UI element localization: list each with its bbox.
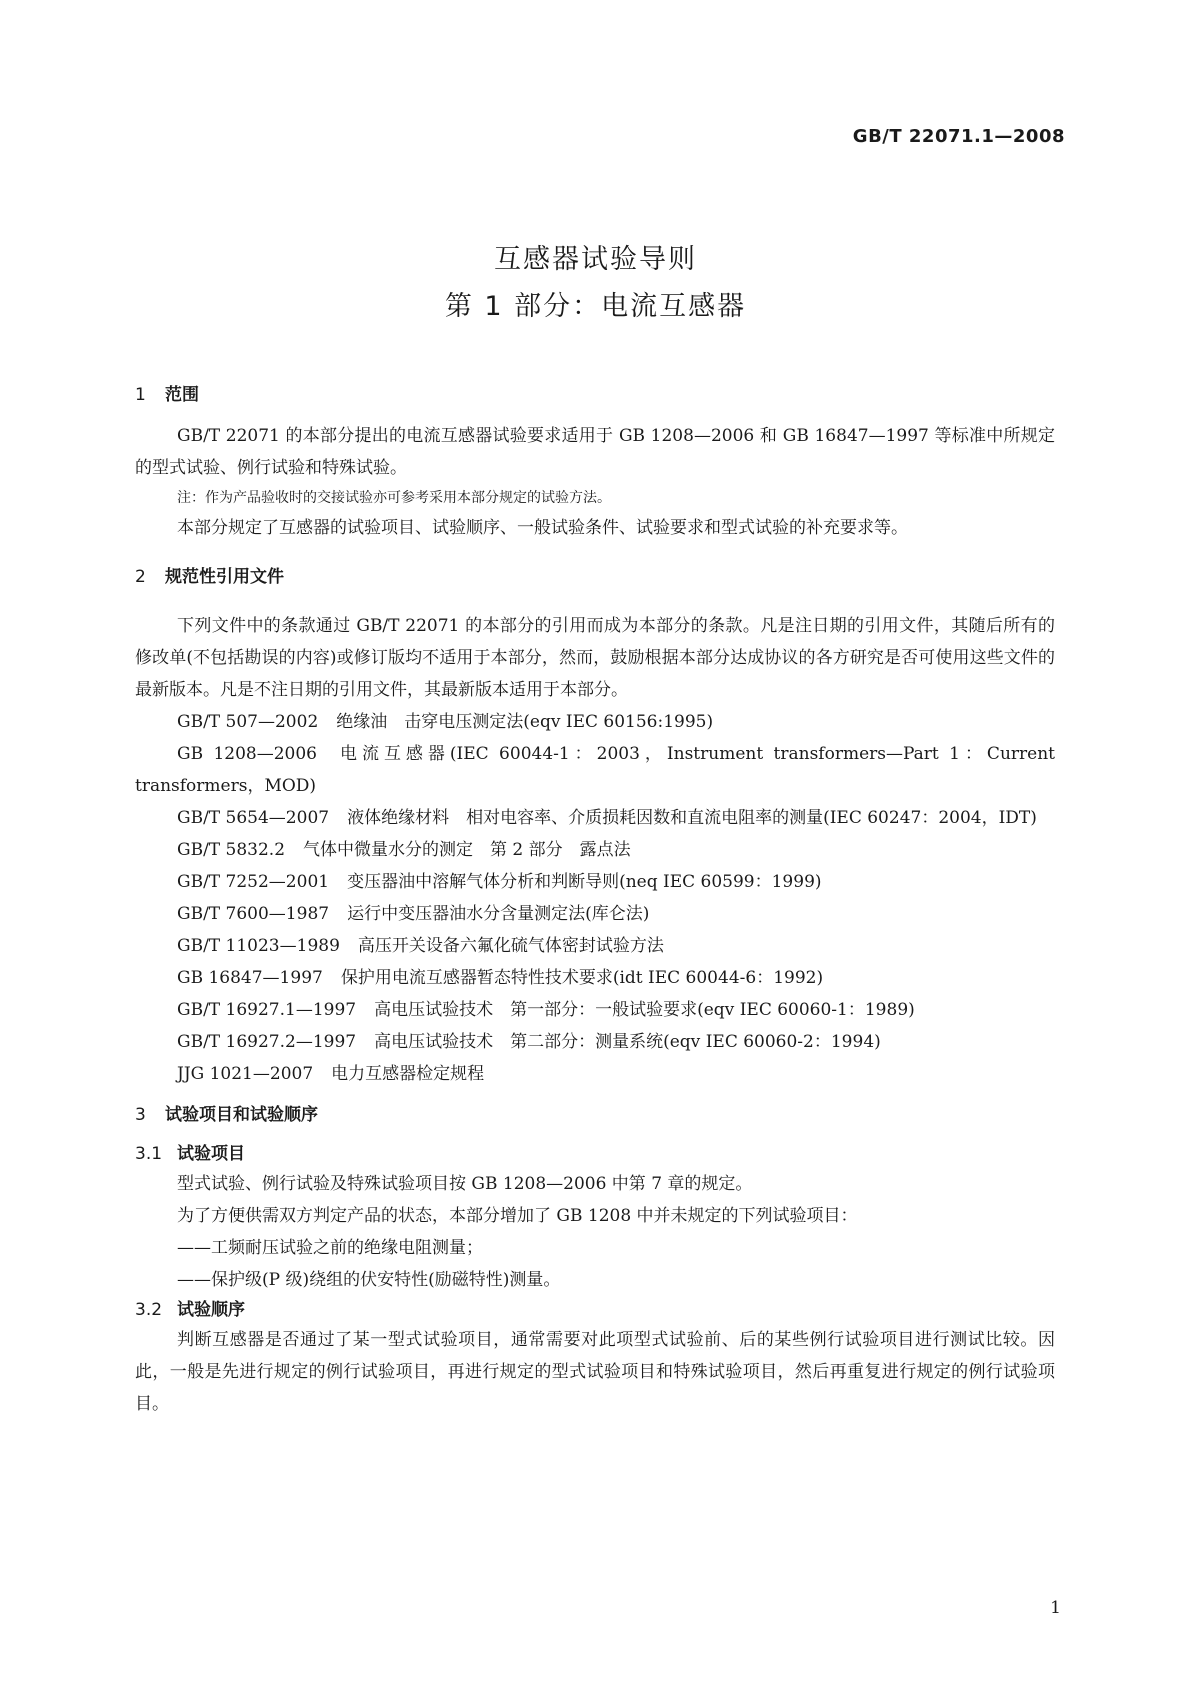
reference-item (135, 1026, 1055, 1058)
reference-code: JJG 1021—2007 (177, 1064, 314, 1084)
paragraph: 型式试验、例行试验及特殊试验项目按 GB 1208—2006 中第 7 章的规定。 (177, 1174, 753, 1194)
subsection-heading-3-2 (135, 1296, 1055, 1324)
reference-title: 运行中变压器油水分含量测定法(库仑法) (347, 904, 650, 924)
document-subtitle: 第 1 部分：电流互感器 (444, 291, 747, 322)
subsection-number: 3.2 (135, 1300, 163, 1320)
paragraph: 下列文件中的条款通过 GB/T 22071 的本部分的引用而成为本部分的条款。凡是注日期的引用文件，其随后所有的修改单(不包括勘误的内容)或修订版均不适用于本部分，然而，鼓励根据本部分达成协议的各方研究是否可使用这些文件的最新版本。凡是不注日期的引用文件，其最新版本适用于本部分。 (135, 616, 1055, 700)
section-number: 3 (135, 1105, 146, 1125)
paragraph: 判断互感器是否通过了某一型式试验项目，通常需要对此项型式试验前、后的某些例行试验项目进行测试比较。因此，一般是先进行规定的例行试验项目，再进行规定的型式试验项目和特殊试验项目，然后再重复进行规定的例行试验项目。 (135, 1330, 1055, 1414)
reference-title: 液体绝缘材料 相对电容率、介质损耗因数和直流电阻率的测量(IEC 60247：2004，IDT) (347, 808, 1037, 828)
paragraph: 为了方便供需双方判定产品的状态，本部分增加了 GB 1208 中并未规定的下列试验项目： (177, 1206, 858, 1226)
reference-code: GB 16847—1997 (177, 968, 323, 988)
section-title: 范围 (165, 385, 199, 405)
list-item: ——保护级(P 级)绕组的伏安特性(励磁特性)测量。 (177, 1270, 561, 1290)
document-title: 互感器试验导则 (494, 244, 697, 275)
reference-title: 变压器油中溶解气体分析和判断导则(neq IEC 60599：1999) (347, 872, 822, 892)
reference-item (135, 962, 1055, 994)
section-number: 2 (135, 567, 146, 587)
reference-title: 气体中微量水分的测定 第 2 部分 露点法 (303, 840, 631, 860)
section-title: 试验项目和试验顺序 (165, 1105, 318, 1125)
section-heading-2 (135, 562, 1055, 592)
paragraph: 本部分规定了互感器的试验项目、试验顺序、一般试验条件、试验要求和型式试验的补充要求等。 (177, 518, 908, 538)
reference-code: GB/T 16927.2—1997 (177, 1032, 357, 1052)
note: 注：作为产品验收时的交接试验亦可参考采用本部分规定的试验方法。 (177, 490, 611, 506)
reference-item (135, 738, 1055, 802)
reference-code: GB/T 7252—2001 (177, 872, 330, 892)
reference-item (135, 834, 1055, 866)
reference-code: GB/T 5832.2 (177, 840, 286, 860)
section-heading-3 (135, 1100, 1055, 1130)
section-title: 规范性引用文件 (165, 567, 284, 587)
document-body (135, 380, 1055, 1420)
reference-title: 高电压试验技术 第二部分：测量系统(eqv IEC 60060-2：1994) (374, 1032, 881, 1052)
reference-code: GB/T 5654—2007 (177, 808, 330, 828)
page-number: 1 (1050, 1598, 1061, 1618)
reference-code: GB 1208—2006 (177, 744, 317, 764)
reference-item (135, 866, 1055, 898)
reference-item (135, 706, 1055, 738)
reference-title: 电流互感器(IEC 60044-1：2003，Instrument transformers—Part 1：Current transformers，MOD) (135, 744, 1055, 796)
reference-item (135, 802, 1055, 834)
reference-code: GB/T 11023—1989 (177, 936, 340, 956)
reference-title: 保护用电流互感器暂态特性技术要求(idt IEC 60044-6：1992) (340, 968, 824, 988)
subsection-title: 试验顺序 (177, 1300, 245, 1320)
section-heading-1 (135, 380, 1055, 410)
list-item: ——工频耐压试验之前的绝缘电阻测量； (177, 1238, 483, 1258)
reference-code: GB/T 7600—1987 (177, 904, 330, 924)
subsection-heading-3-1 (135, 1140, 1055, 1168)
reference-item (135, 994, 1055, 1026)
subsection-number: 3.1 (135, 1144, 163, 1164)
reference-code: GB/T 507—2002 (177, 712, 319, 732)
reference-item (135, 898, 1055, 930)
standard-number: GB/T 22071.1—2008 (852, 126, 1065, 147)
subsection-title: 试验项目 (177, 1144, 245, 1164)
section-number: 1 (135, 385, 146, 405)
reference-title: 电力互感器检定规程 (331, 1064, 485, 1084)
reference-title: 绝缘油 击穿电压测定法(eqv IEC 60156:1995) (336, 712, 714, 732)
paragraph: GB/T 22071 的本部分提出的电流互感器试验要求适用于 GB 1208—2006 和 GB 16847—1997 等标准中所规定的型式试验、例行试验和特殊试验。 (135, 426, 1055, 478)
reference-item (135, 1058, 1055, 1090)
reference-item (135, 930, 1055, 962)
reference-title: 高压开关设备六氟化硫气体密封试验方法 (357, 936, 664, 956)
reference-title: 高电压试验技术 第一部分：一般试验要求(eqv IEC 60060-1：1989) (374, 1000, 915, 1020)
reference-code: GB/T 16927.1—1997 (177, 1000, 357, 1020)
